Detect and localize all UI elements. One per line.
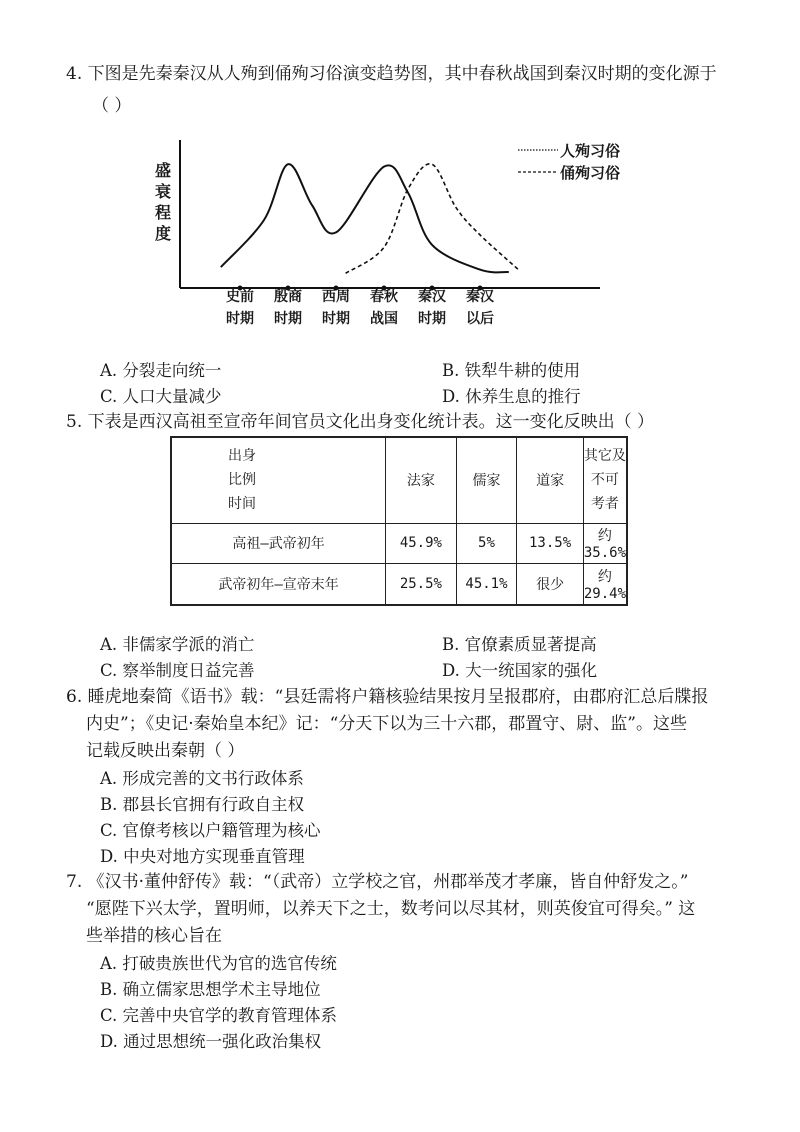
- q6-option-d[interactable]: D. 中央对地方实现垂直管理: [100, 847, 305, 866]
- x-tick-label-1: 殷商 时期: [274, 289, 302, 327]
- x-tick-label-0: 史前 时期: [226, 289, 254, 327]
- corner-label-ratio: 比例: [228, 472, 256, 489]
- q4-option-a[interactable]: A. 分裂走向统一: [100, 361, 222, 380]
- q6-option-b[interactable]: B. 郡县长官拥有行政自主权: [100, 795, 305, 814]
- q7-option-c[interactable]: C. 完善中央官学的教育管理体系: [100, 1006, 338, 1025]
- x-tick-label-2: 西周 时期: [322, 289, 350, 327]
- row1-daojia: 13.5%: [517, 523, 584, 563]
- q5-option-b[interactable]: B. 官僚素质显著提高: [442, 635, 597, 654]
- row2-daojia: 很少: [517, 563, 584, 605]
- q7-option-a[interactable]: A. 打破贵族世代为官的选官传统: [100, 954, 337, 973]
- row2-rujia: 45.1%: [456, 563, 517, 605]
- x-tick-label-4: 秦汉 时期: [418, 289, 446, 327]
- q7-option-b[interactable]: B. 确立儒家思想学术主导地位: [100, 980, 321, 999]
- header-fajia: 法家: [386, 437, 456, 523]
- q4-option-d[interactable]: D. 休养生息的推行: [442, 387, 581, 406]
- q7-stem-line3: 些举措的核心旨在: [86, 926, 222, 946]
- header-other-line2: 考者: [590, 496, 619, 513]
- officials-table: [170, 436, 628, 606]
- row1-fajia: 45.9%: [386, 523, 456, 563]
- q4-option-b[interactable]: B. 铁犁牛耕的使用: [442, 361, 581, 380]
- x-tick-label-5: 秦汉 以后: [466, 289, 494, 327]
- series-line-renxun: [221, 164, 509, 272]
- header-other: [583, 437, 627, 523]
- q6-stem-line2: 内史”；《史记·秦始皇本纪》记：“分天下以为三十六郡，郡置守、尉、监”。这些: [86, 714, 687, 734]
- row1-rujia: 5%: [456, 523, 517, 563]
- q4-stem-line2: （ ）: [92, 96, 132, 116]
- corner-label-time: 时间: [228, 496, 256, 513]
- row2-other: 约 29.4%: [583, 563, 627, 605]
- q4-stem-line1: 4. 下图是先秦秦汉从人殉到俑殉习俗演变趋势图，其中春秋战国到秦汉时期的变化源于: [66, 64, 717, 84]
- q6-option-a[interactable]: A. 形成完善的文书行政体系: [100, 769, 304, 788]
- corner-label-origin: 出身: [228, 448, 256, 465]
- q7-stem-line1: 7. 《汉书·董仲舒传》载：“（武帝）立学校之官，州郡举茂才孝廉，皆自仲舒发之。”: [66, 872, 689, 892]
- q7-option-d[interactable]: D. 通过思想统一强化政治集权: [100, 1032, 322, 1051]
- x-tick-label-3: 春秋 战国: [370, 289, 398, 327]
- q5-stem: 5. 下表是西汉高祖至宣帝年间官员文化出身变化统计表。这一变化反映出（ ）: [66, 412, 655, 432]
- q5-option-d[interactable]: D. 大一统国家的强化: [442, 661, 598, 680]
- q4-option-c[interactable]: C. 人口大量减少: [100, 387, 222, 406]
- q6-stem-line1: 6. 睡虎地秦简《语书》载：“县廷需将户籍核验结果按月呈报郡府，由郡府汇总后牒报: [66, 687, 709, 707]
- table-row: [171, 563, 627, 605]
- row1-period: 高祖—武帝初年: [171, 523, 386, 563]
- header-rujia: 儒家: [456, 437, 517, 523]
- table-corner-cell: [171, 437, 386, 523]
- legend-label-yongxun: 俑殉习俗: [560, 164, 621, 182]
- q5-option-a[interactable]: A. 非儒家学派的消亡: [100, 635, 255, 654]
- q7-stem-line2: “愿陛下兴太学，置明师，以养天下之士，数考问以尽其材，则英俊宜可得矣。” 这: [86, 899, 696, 919]
- header-daojia: 道家: [517, 437, 584, 523]
- q5-option-c[interactable]: C. 察举制度日益完善: [100, 661, 255, 680]
- q6-stem-line3: 记载反映出秦朝（ ）: [86, 741, 245, 761]
- row2-period: 武帝初年—宣帝末年: [171, 563, 386, 605]
- row1-other: 约 35.6%: [583, 523, 627, 563]
- q6-option-c[interactable]: C. 官僚考核以户籍管理为核心: [100, 821, 321, 840]
- chart-y-label: 盛衰程度: [154, 161, 171, 243]
- row2-fajia: 25.5%: [386, 563, 456, 605]
- header-other-line1: 其它及不可: [583, 448, 626, 489]
- legend-label-renxun: 人殉习俗: [560, 142, 621, 160]
- table-row: [171, 523, 627, 563]
